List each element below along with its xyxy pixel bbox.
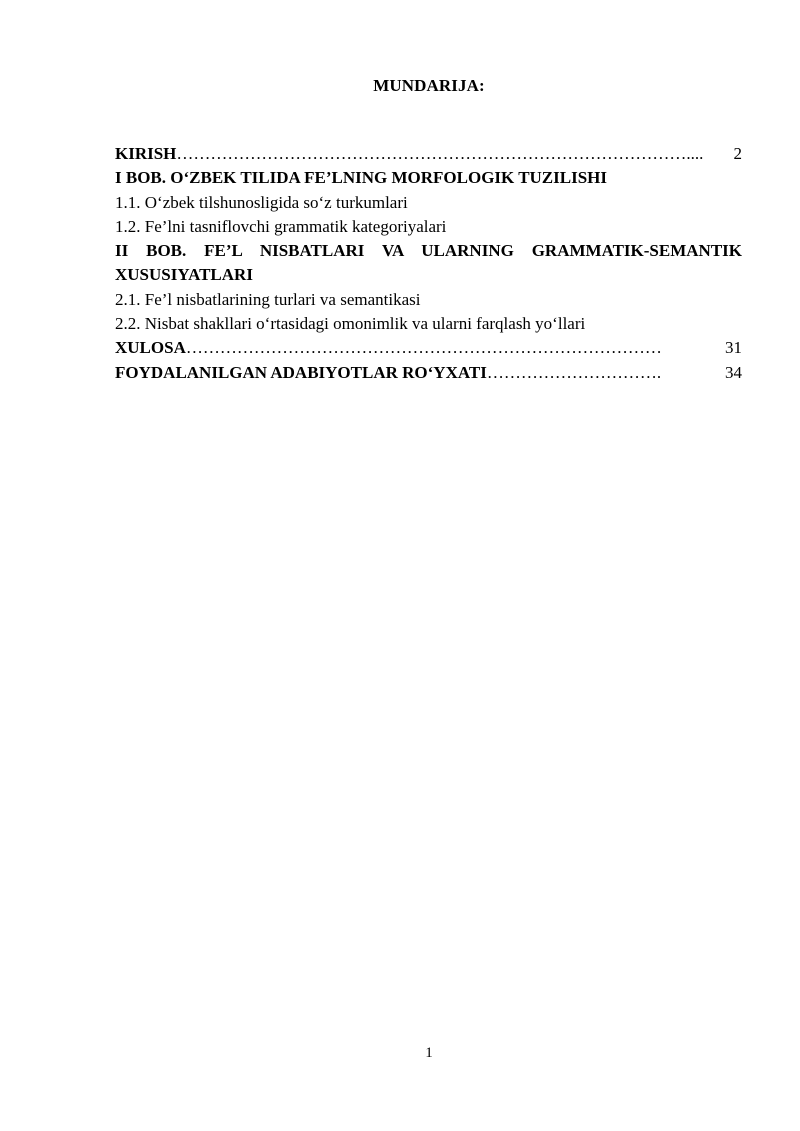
toc-entry-page: 2 bbox=[733, 144, 742, 163]
toc-entry-dots: ………………………………………………………………………… bbox=[185, 338, 662, 358]
toc-entry-label: XULOSA bbox=[115, 338, 186, 358]
toc-chapter-2-title-line1[interactable]: II BOB. FE’L NISBATLARI VA ULARNING GRAMMATIK-SEMANTIK bbox=[115, 241, 742, 261]
toc-chapter-2-title-line2[interactable]: XUSUSIYATLARI bbox=[115, 265, 253, 285]
page-title: MUNDARIJA: bbox=[373, 76, 485, 95]
toc-entry-label: FOYDALANILGAN ADABIYOTLAR RO‘YXATI bbox=[115, 362, 487, 382]
toc-entry-page: 31 bbox=[725, 338, 742, 358]
toc-section-1-1[interactable]: 1.1. O‘zbek tilshunosligida so‘z turkumlari bbox=[115, 192, 408, 212]
toc-entry-kirish[interactable] bbox=[115, 142, 742, 166]
toc-entry-page: 34 bbox=[725, 362, 742, 382]
page-number: 1 bbox=[425, 1045, 433, 1061]
toc-chapter-1-title[interactable]: I BOB. O‘ZBEK TILIDA FE’LNING MORFOLOGIK TUZILISHI bbox=[115, 168, 608, 188]
toc-entry-dots: …………………………. bbox=[486, 362, 662, 382]
table-of-contents bbox=[115, 142, 742, 385]
toc-section-2-2[interactable]: 2.2. Nisbat shakllari o‘rtasidagi omonimlik va ularni farqlash yo‘llari bbox=[115, 314, 586, 334]
toc-entry-label: KIRISH bbox=[115, 144, 177, 163]
toc-entry-dots: ……………………………………………………………………………….... bbox=[176, 144, 704, 163]
toc-section-2-1[interactable]: 2.1. Fe’l nisbatlarining turlari va semantikasi bbox=[115, 289, 421, 309]
toc-entry-xulosa[interactable] bbox=[115, 336, 742, 360]
toc-entry-adabiyotlar[interactable] bbox=[115, 361, 742, 385]
toc-section-1-2[interactable]: 1.2. Fe’lni tasniflovchi grammatik kategoriyalari bbox=[115, 216, 447, 236]
